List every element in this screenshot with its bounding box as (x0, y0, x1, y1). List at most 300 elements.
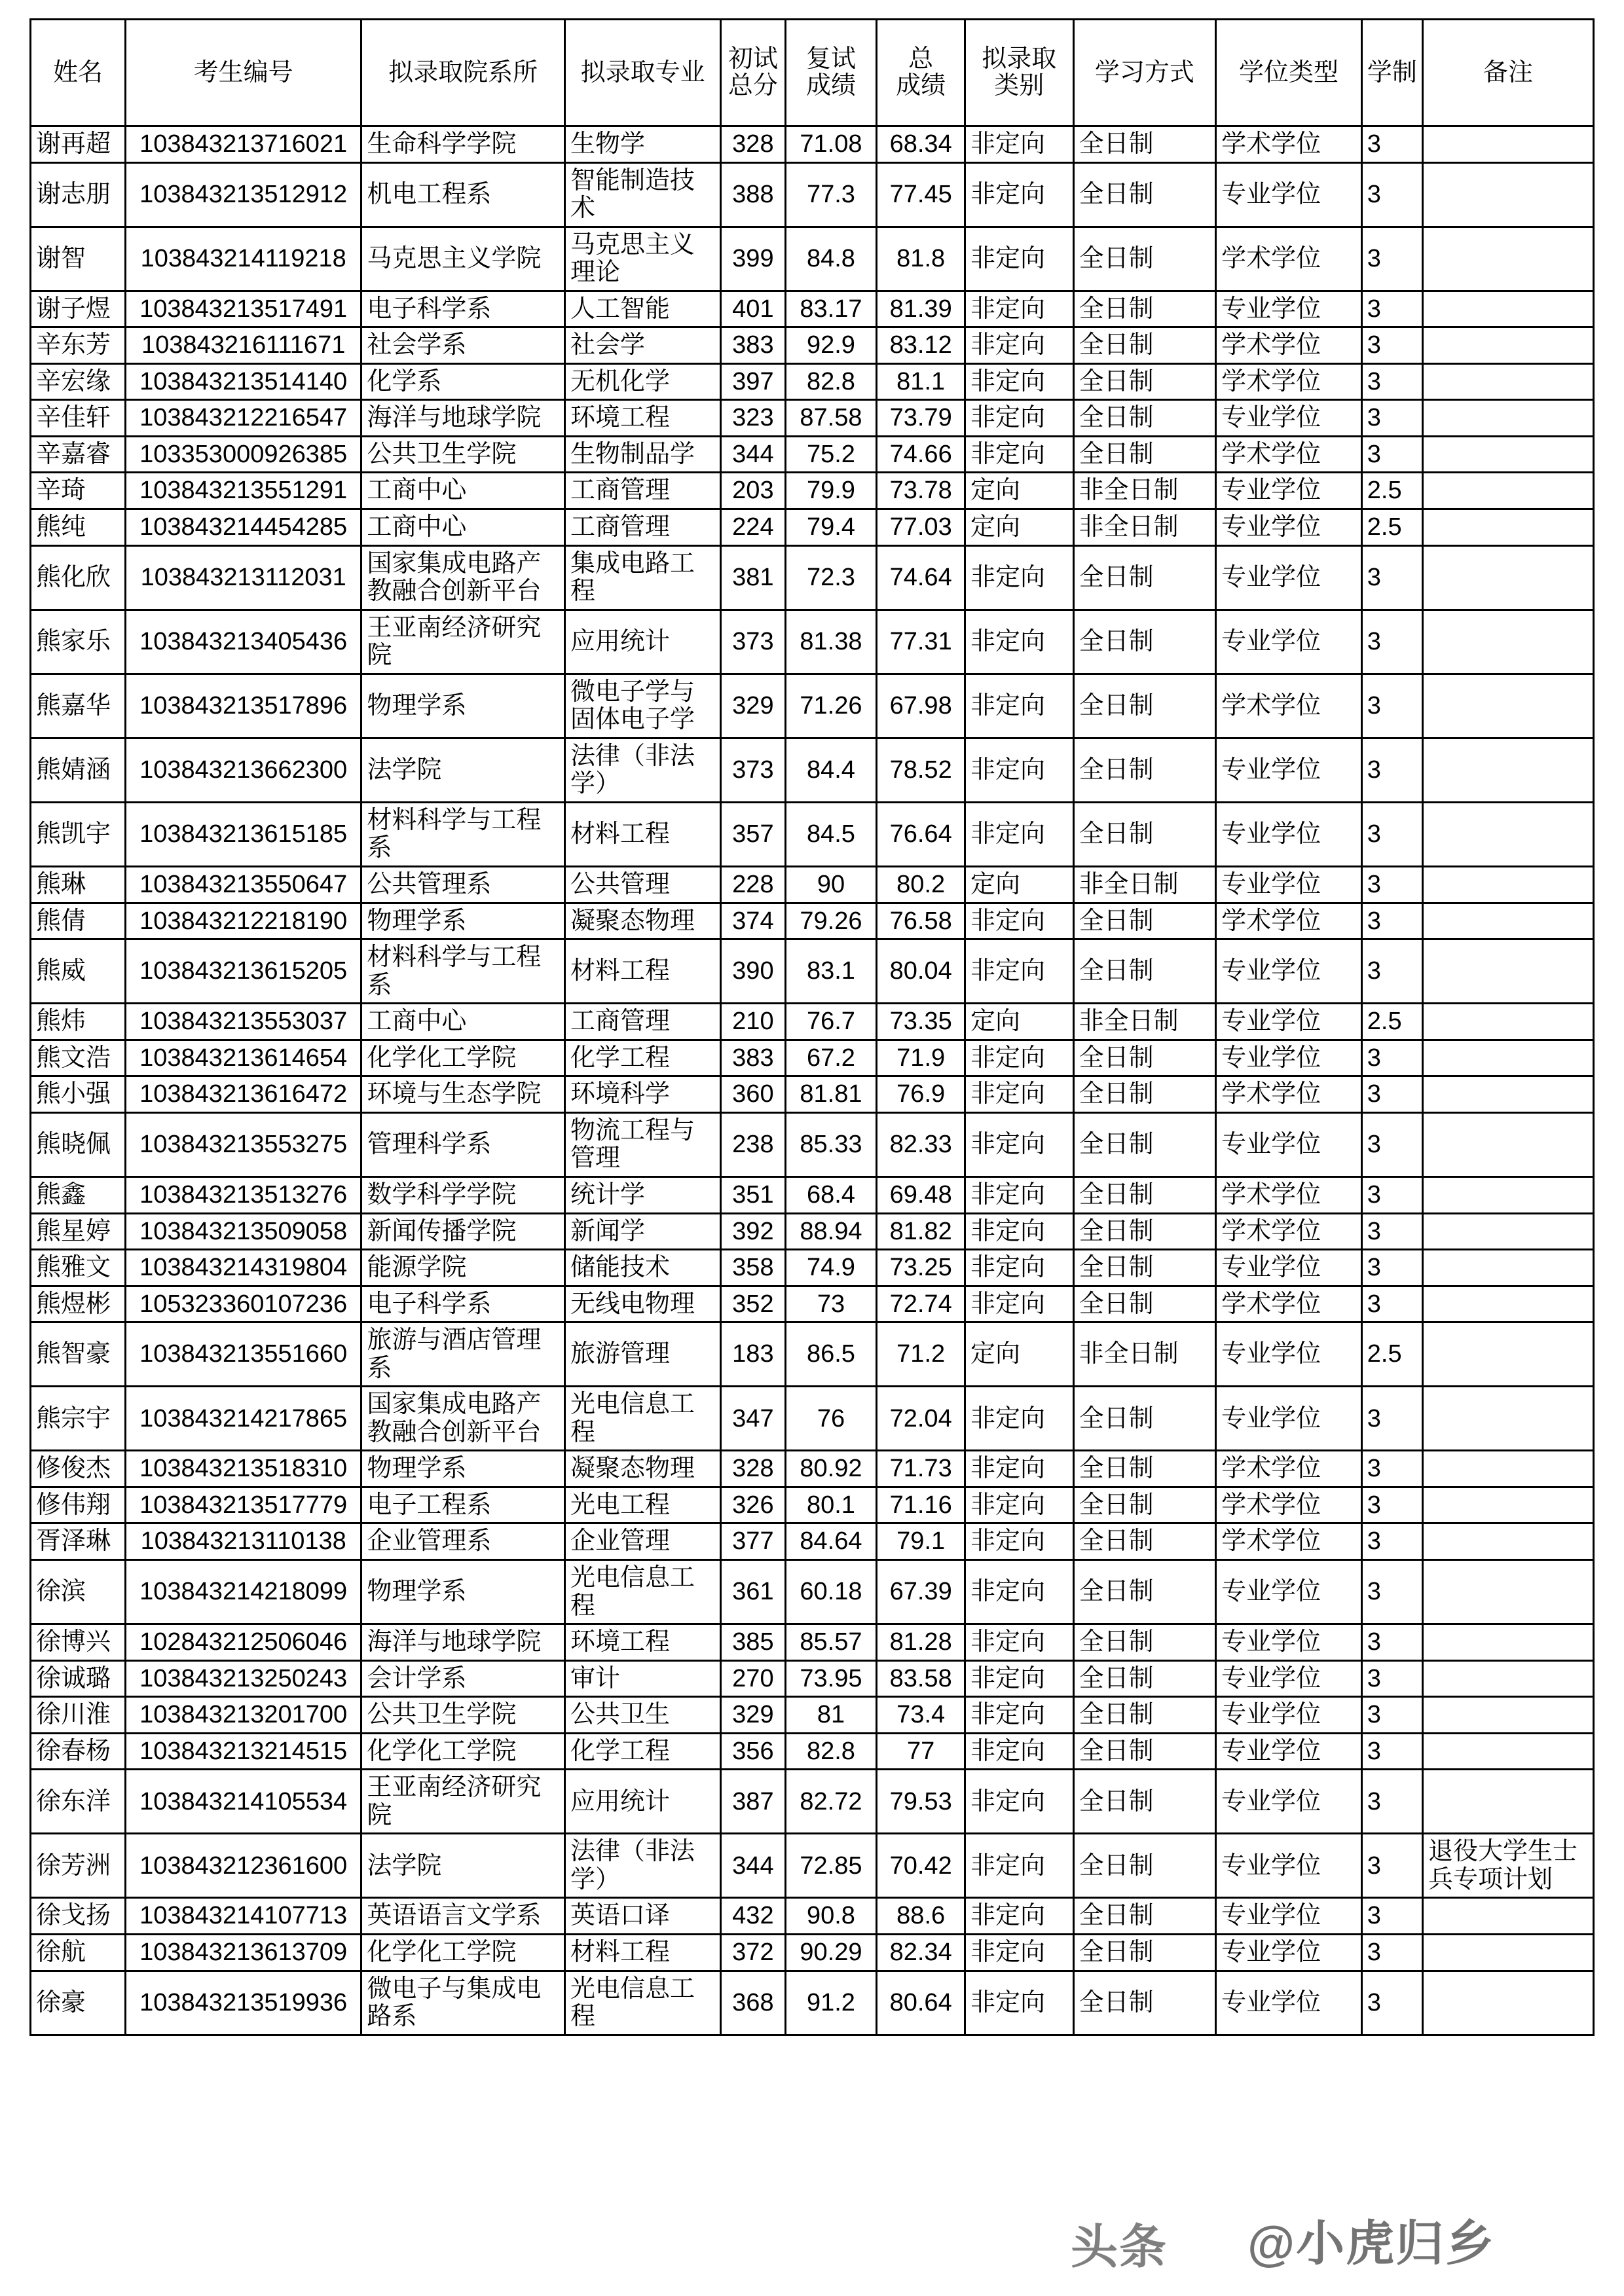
cell-college: 王亚南经济研究院 (361, 610, 565, 674)
cell-num: 71.16 (877, 1487, 965, 1523)
cell-num: 432 (721, 1898, 785, 1935)
cell-num: 76.9 (877, 1076, 965, 1113)
cell-student-name: 熊纯 (31, 509, 126, 546)
cell-college: 海洋与地球学院 (361, 1624, 565, 1661)
cell-duration: 3 (1361, 327, 1422, 364)
cell-major: 公共管理 (565, 867, 721, 903)
cell-duration: 2.5 (1361, 473, 1422, 509)
cell-candidate-number: 103843213110138 (125, 1523, 361, 1560)
cell-candidate-number: 103843214105534 (125, 1770, 361, 1834)
cell-num: 399 (721, 227, 785, 291)
cell-num: 67.2 (785, 1040, 877, 1076)
cell-student-name: 熊嘉华 (31, 674, 126, 738)
cell-college: 马克思主义学院 (361, 227, 565, 291)
col-header-second-exam-line1: 复试 (805, 45, 856, 73)
watermark (1071, 2205, 1496, 2274)
cell-duration: 3 (1361, 1250, 1422, 1286)
table-row (31, 126, 1594, 163)
cell-study-mode: 全日制 (1073, 162, 1215, 227)
cell-study-mode: 全日制 (1073, 939, 1215, 1004)
cell-student-name: 修伟翔 (31, 1487, 126, 1523)
cell-remark (1422, 1487, 1593, 1523)
cell-category: 非定向 (965, 291, 1073, 327)
cell-study-mode: 全日制 (1073, 1660, 1215, 1697)
cell-major: 材料工程 (565, 802, 721, 866)
cell-degree-type: 学术学位 (1216, 327, 1362, 364)
cell-degree-type: 专业学位 (1216, 1660, 1362, 1697)
cell-major: 环境科学 (565, 1076, 721, 1113)
cell-student-name: 徐诚璐 (31, 1660, 126, 1697)
table-row (31, 473, 1594, 509)
cell-college: 生命科学学院 (361, 126, 565, 163)
cell-num: 90.8 (785, 1898, 877, 1935)
cell-num: 72.85 (785, 1834, 877, 1898)
cell-study-mode: 全日制 (1073, 1487, 1215, 1523)
cell-remark (1422, 1559, 1593, 1624)
cell-study-mode: 全日制 (1073, 1250, 1215, 1286)
cell-num: 344 (721, 1834, 785, 1898)
cell-major: 马克思主义理论 (565, 227, 721, 291)
cell-category: 非定向 (965, 327, 1073, 364)
cell-college: 法学院 (361, 738, 565, 802)
cell-college: 物理学系 (361, 1451, 565, 1487)
cell-candidate-number: 103843213509058 (125, 1213, 361, 1250)
cell-degree-type: 专业学位 (1216, 1834, 1362, 1898)
cell-degree-type: 学术学位 (1216, 436, 1362, 473)
cell-college: 化学系 (361, 363, 565, 400)
table-row (31, 1451, 1594, 1487)
cell-candidate-number: 103843212218190 (125, 903, 361, 939)
cell-college: 旅游与酒店管理系 (361, 1322, 565, 1387)
cell-category: 非定向 (965, 939, 1073, 1004)
cell-duration: 3 (1361, 162, 1422, 227)
cell-college: 国家集成电路产教融合创新平台 (361, 545, 565, 610)
cell-major: 企业管理 (565, 1523, 721, 1560)
cell-student-name: 徐戈扬 (31, 1898, 126, 1935)
cell-study-mode: 全日制 (1073, 1451, 1215, 1487)
table-header (31, 20, 1594, 126)
cell-study-mode: 全日制 (1073, 802, 1215, 866)
cell-college: 物理学系 (361, 1559, 565, 1624)
cell-num: 79.9 (785, 473, 877, 509)
cell-major: 无机化学 (565, 363, 721, 400)
table-row (31, 162, 1594, 227)
cell-duration: 3 (1361, 1559, 1422, 1624)
cell-num: 80.1 (785, 1487, 877, 1523)
cell-remark (1422, 1523, 1593, 1560)
cell-num: 83.12 (877, 327, 965, 364)
cell-num: 78.52 (877, 738, 965, 802)
cell-degree-type: 学术学位 (1216, 674, 1362, 738)
table-row (31, 1697, 1594, 1734)
cell-num: 74.64 (877, 545, 965, 610)
cell-study-mode: 全日制 (1073, 291, 1215, 327)
cell-num: 388 (721, 162, 785, 227)
col-header-category-line1: 拟录取 (982, 45, 1057, 73)
cell-major: 凝聚态物理 (565, 903, 721, 939)
cell-student-name: 熊煜彬 (31, 1286, 126, 1322)
cell-candidate-number: 103843213716021 (125, 126, 361, 163)
cell-remark (1422, 291, 1593, 327)
cell-college: 法学院 (361, 1834, 565, 1898)
cell-degree-type: 专业学位 (1216, 802, 1362, 866)
cell-num: 79.4 (785, 509, 877, 546)
cell-study-mode: 全日制 (1073, 1770, 1215, 1834)
cell-num: 73.4 (877, 1697, 965, 1734)
watermark-handle: @小虎归乡 (1247, 2216, 1496, 2270)
table-row (31, 1176, 1594, 1213)
cell-category: 定向 (965, 473, 1073, 509)
table-row (31, 1213, 1594, 1250)
cell-duration: 2.5 (1361, 509, 1422, 546)
cell-category: 非定向 (965, 1523, 1073, 1560)
header-row (31, 20, 1594, 126)
cell-num: 72.74 (877, 1286, 965, 1322)
cell-category: 非定向 (965, 126, 1073, 163)
cell-num: 80.2 (877, 867, 965, 903)
col-header-study-mode: 学习方式 (1073, 20, 1215, 126)
cell-study-mode: 全日制 (1073, 327, 1215, 364)
cell-candidate-number: 103843213517491 (125, 291, 361, 327)
cell-duration: 3 (1361, 1834, 1422, 1898)
cell-degree-type: 专业学位 (1216, 545, 1362, 610)
cell-category: 非定向 (965, 1770, 1073, 1834)
cell-category: 非定向 (965, 738, 1073, 802)
cell-category: 非定向 (965, 1250, 1073, 1286)
cell-college: 王亚南经济研究院 (361, 1770, 565, 1834)
cell-num: 88.94 (785, 1213, 877, 1250)
cell-major: 化学工程 (565, 1040, 721, 1076)
cell-student-name: 徐豪 (31, 1971, 126, 2035)
cell-candidate-number: 103843214454285 (125, 509, 361, 546)
table-row (31, 1934, 1594, 1971)
cell-study-mode: 非全日制 (1073, 509, 1215, 546)
cell-duration: 3 (1361, 674, 1422, 738)
cell-student-name: 修俊杰 (31, 1451, 126, 1487)
table-row (31, 738, 1594, 802)
cell-degree-type: 学术学位 (1216, 1487, 1362, 1523)
cell-student-name: 熊星婷 (31, 1213, 126, 1250)
cell-degree-type: 专业学位 (1216, 1004, 1362, 1040)
cell-num: 80.04 (877, 939, 965, 1004)
cell-num: 328 (721, 1451, 785, 1487)
table-row (31, 1322, 1594, 1387)
cell-study-mode: 全日制 (1073, 126, 1215, 163)
cell-num: 358 (721, 1250, 785, 1286)
cell-degree-type: 专业学位 (1216, 473, 1362, 509)
cell-college: 物理学系 (361, 903, 565, 939)
table-row (31, 1660, 1594, 1697)
cell-candidate-number: 103843213112031 (125, 545, 361, 610)
cell-category: 非定向 (965, 1451, 1073, 1487)
cell-num: 72.04 (877, 1387, 965, 1451)
cell-major: 公共卫生 (565, 1697, 721, 1734)
col-header-first-exam-line1: 初试 (728, 45, 778, 73)
cell-num: 357 (721, 802, 785, 866)
table-row (31, 802, 1594, 866)
cell-college: 英语语言文学系 (361, 1898, 565, 1935)
cell-num: 73 (785, 1286, 877, 1322)
cell-duration: 3 (1361, 1040, 1422, 1076)
cell-college: 工商中心 (361, 509, 565, 546)
cell-major: 工商管理 (565, 473, 721, 509)
table-row (31, 903, 1594, 939)
table-body (31, 126, 1594, 2035)
cell-candidate-number: 103843213615205 (125, 939, 361, 1004)
cell-num: 385 (721, 1624, 785, 1661)
cell-duration: 3 (1361, 1213, 1422, 1250)
cell-remark (1422, 1286, 1593, 1322)
cell-remark (1422, 1934, 1593, 1971)
cell-student-name: 徐滨 (31, 1559, 126, 1624)
cell-num: 392 (721, 1213, 785, 1250)
cell-category: 非定向 (965, 1286, 1073, 1322)
cell-study-mode: 全日制 (1073, 400, 1215, 437)
cell-num: 77.45 (877, 162, 965, 227)
cell-degree-type: 专业学位 (1216, 1250, 1362, 1286)
cell-college: 公共卫生学院 (361, 1697, 565, 1734)
cell-degree-type: 学术学位 (1216, 227, 1362, 291)
cell-major: 新闻学 (565, 1213, 721, 1250)
cell-num: 84.8 (785, 227, 877, 291)
cell-study-mode: 非全日制 (1073, 473, 1215, 509)
cell-remark (1422, 1250, 1593, 1286)
cell-num: 81.38 (785, 610, 877, 674)
cell-student-name: 谢再超 (31, 126, 126, 163)
cell-college: 数学科学学院 (361, 1176, 565, 1213)
cell-num: 328 (721, 126, 785, 163)
cell-college: 材料科学与工程系 (361, 939, 565, 1004)
cell-duration: 3 (1361, 1387, 1422, 1451)
cell-category: 非定向 (965, 1834, 1073, 1898)
cell-degree-type: 学术学位 (1216, 1076, 1362, 1113)
cell-num: 373 (721, 610, 785, 674)
cell-study-mode: 非全日制 (1073, 1322, 1215, 1387)
table-row (31, 1770, 1594, 1834)
cell-num: 377 (721, 1523, 785, 1560)
cell-student-name: 熊鑫 (31, 1176, 126, 1213)
cell-candidate-number: 103843214218099 (125, 1559, 361, 1624)
cell-candidate-number: 103843213405436 (125, 610, 361, 674)
cell-category: 非定向 (965, 1660, 1073, 1697)
cell-category: 非定向 (965, 227, 1073, 291)
cell-candidate-number: 103843216111671 (125, 327, 361, 364)
cell-college: 公共卫生学院 (361, 436, 565, 473)
cell-num: 73.78 (877, 473, 965, 509)
cell-student-name: 谢智 (31, 227, 126, 291)
cell-student-name: 熊炜 (31, 1004, 126, 1040)
cell-category: 非定向 (965, 1487, 1073, 1523)
cell-student-name: 辛嘉睿 (31, 436, 126, 473)
cell-degree-type: 专业学位 (1216, 1624, 1362, 1661)
cell-num: 347 (721, 1387, 785, 1451)
cell-num: 77.03 (877, 509, 965, 546)
cell-student-name: 胥泽琳 (31, 1523, 126, 1560)
cell-duration: 2.5 (1361, 1004, 1422, 1040)
cell-duration: 3 (1361, 610, 1422, 674)
col-header-college: 拟录取院系所 (361, 20, 565, 126)
cell-num: 228 (721, 867, 785, 903)
col-header-category-line2: 类别 (994, 72, 1044, 100)
cell-category: 非定向 (965, 400, 1073, 437)
cell-duration: 3 (1361, 545, 1422, 610)
cell-num: 81 (785, 1697, 877, 1734)
cell-duration: 3 (1361, 867, 1422, 903)
cell-category: 非定向 (965, 674, 1073, 738)
cell-remark (1422, 1898, 1593, 1935)
table-row (31, 1076, 1594, 1113)
cell-remark (1422, 1322, 1593, 1387)
cell-candidate-number: 103843213519936 (125, 1971, 361, 2035)
cell-category: 非定向 (965, 1697, 1073, 1734)
cell-candidate-number: 103843214119218 (125, 227, 361, 291)
cell-candidate-number: 103843213616472 (125, 1076, 361, 1113)
cell-duration: 3 (1361, 1770, 1422, 1834)
cell-major: 应用统计 (565, 610, 721, 674)
cell-num: 84.5 (785, 802, 877, 866)
cell-num: 77.31 (877, 610, 965, 674)
cell-student-name: 徐春杨 (31, 1733, 126, 1770)
cell-num: 84.64 (785, 1523, 877, 1560)
cell-category: 非定向 (965, 1387, 1073, 1451)
cell-num: 74.66 (877, 436, 965, 473)
cell-remark (1422, 610, 1593, 674)
cell-num: 329 (721, 1697, 785, 1734)
cell-num: 356 (721, 1733, 785, 1770)
cell-num: 76.7 (785, 1004, 877, 1040)
cell-college: 化学化工学院 (361, 1733, 565, 1770)
cell-num: 361 (721, 1559, 785, 1624)
cell-duration: 3 (1361, 126, 1422, 163)
cell-degree-type: 学术学位 (1216, 1213, 1362, 1250)
col-header-candidate-no: 考生编号 (125, 20, 361, 126)
cell-student-name: 谢子煜 (31, 291, 126, 327)
cell-remark (1422, 1451, 1593, 1487)
cell-category: 非定向 (965, 1176, 1073, 1213)
cell-num: 374 (721, 903, 785, 939)
table-row (31, 1971, 1594, 2035)
cell-num: 72.3 (785, 545, 877, 610)
cell-num: 73.79 (877, 400, 965, 437)
cell-study-mode: 非全日制 (1073, 1004, 1215, 1040)
cell-degree-type: 专业学位 (1216, 610, 1362, 674)
cell-student-name: 熊晓佩 (31, 1112, 126, 1176)
cell-num: 368 (721, 1971, 785, 2035)
col-header-first-exam-line2: 总分 (728, 72, 778, 100)
col-header-remark: 备注 (1422, 20, 1593, 126)
cell-candidate-number: 103843213614654 (125, 1040, 361, 1076)
cell-candidate-number: 103843213517779 (125, 1487, 361, 1523)
cell-student-name: 熊凯宇 (31, 802, 126, 866)
cell-study-mode: 全日制 (1073, 1213, 1215, 1250)
cell-num: 69.48 (877, 1176, 965, 1213)
cell-remark (1422, 400, 1593, 437)
cell-num: 83.1 (785, 939, 877, 1004)
cell-major: 工商管理 (565, 509, 721, 546)
cell-remark (1422, 1770, 1593, 1834)
cell-remark: 退役大学生士兵专项计划 (1422, 1834, 1593, 1898)
cell-degree-type: 专业学位 (1216, 1697, 1362, 1734)
cell-num: 71.9 (877, 1040, 965, 1076)
cell-major: 微电子学与固体电子学 (565, 674, 721, 738)
cell-category: 非定向 (965, 436, 1073, 473)
cell-num: 73.25 (877, 1250, 965, 1286)
cell-student-name: 熊倩 (31, 903, 126, 939)
cell-college: 能源学院 (361, 1250, 565, 1286)
cell-num: 372 (721, 1934, 785, 1971)
cell-degree-type: 学术学位 (1216, 363, 1362, 400)
cell-major: 智能制造技术 (565, 162, 721, 227)
cell-num: 90.29 (785, 1934, 877, 1971)
cell-num: 401 (721, 291, 785, 327)
cell-num: 82.8 (785, 363, 877, 400)
cell-category: 定向 (965, 1004, 1073, 1040)
cell-num: 238 (721, 1112, 785, 1176)
cell-student-name: 徐博兴 (31, 1624, 126, 1661)
cell-num: 70.42 (877, 1834, 965, 1898)
cell-remark (1422, 126, 1593, 163)
admission-table (29, 18, 1595, 2036)
cell-num: 85.57 (785, 1624, 877, 1661)
table-row (31, 436, 1594, 473)
table-row (31, 1523, 1594, 1560)
table-row (31, 1898, 1594, 1935)
cell-study-mode: 全日制 (1073, 1834, 1215, 1898)
cell-duration: 3 (1361, 1697, 1422, 1734)
cell-category: 非定向 (965, 1112, 1073, 1176)
cell-duration: 3 (1361, 1487, 1422, 1523)
cell-remark (1422, 162, 1593, 227)
cell-study-mode: 全日制 (1073, 545, 1215, 610)
cell-college: 国家集成电路产教融合创新平台 (361, 1387, 565, 1451)
cell-study-mode: 全日制 (1073, 1697, 1215, 1734)
cell-college: 机电工程系 (361, 162, 565, 227)
cell-major: 英语口译 (565, 1898, 721, 1935)
cell-num: 68.34 (877, 126, 965, 163)
cell-category: 非定向 (965, 1934, 1073, 1971)
cell-student-name: 熊琳 (31, 867, 126, 903)
table-row (31, 509, 1594, 546)
cell-duration: 3 (1361, 1733, 1422, 1770)
cell-major: 生物制品学 (565, 436, 721, 473)
cell-major: 材料工程 (565, 939, 721, 1004)
cell-study-mode: 全日制 (1073, 1176, 1215, 1213)
cell-duration: 3 (1361, 436, 1422, 473)
cell-category: 定向 (965, 509, 1073, 546)
col-header-second-exam-score (785, 20, 877, 126)
cell-remark (1422, 1660, 1593, 1697)
cell-num: 383 (721, 327, 785, 364)
cell-candidate-number: 103843213662300 (125, 738, 361, 802)
cell-degree-type: 专业学位 (1216, 162, 1362, 227)
table-row (31, 1286, 1594, 1322)
cell-remark (1422, 1004, 1593, 1040)
cell-num: 82.8 (785, 1733, 877, 1770)
cell-remark (1422, 509, 1593, 546)
cell-study-mode: 全日制 (1073, 610, 1215, 674)
cell-study-mode: 全日制 (1073, 738, 1215, 802)
cell-num: 71.08 (785, 126, 877, 163)
cell-duration: 3 (1361, 903, 1422, 939)
cell-num: 224 (721, 509, 785, 546)
cell-major: 人工智能 (565, 291, 721, 327)
cell-student-name: 徐川淮 (31, 1697, 126, 1734)
cell-candidate-number: 103843213553037 (125, 1004, 361, 1040)
table-row (31, 674, 1594, 738)
cell-candidate-number: 102843212506046 (125, 1624, 361, 1661)
table-row (31, 1387, 1594, 1451)
table-row (31, 1250, 1594, 1286)
